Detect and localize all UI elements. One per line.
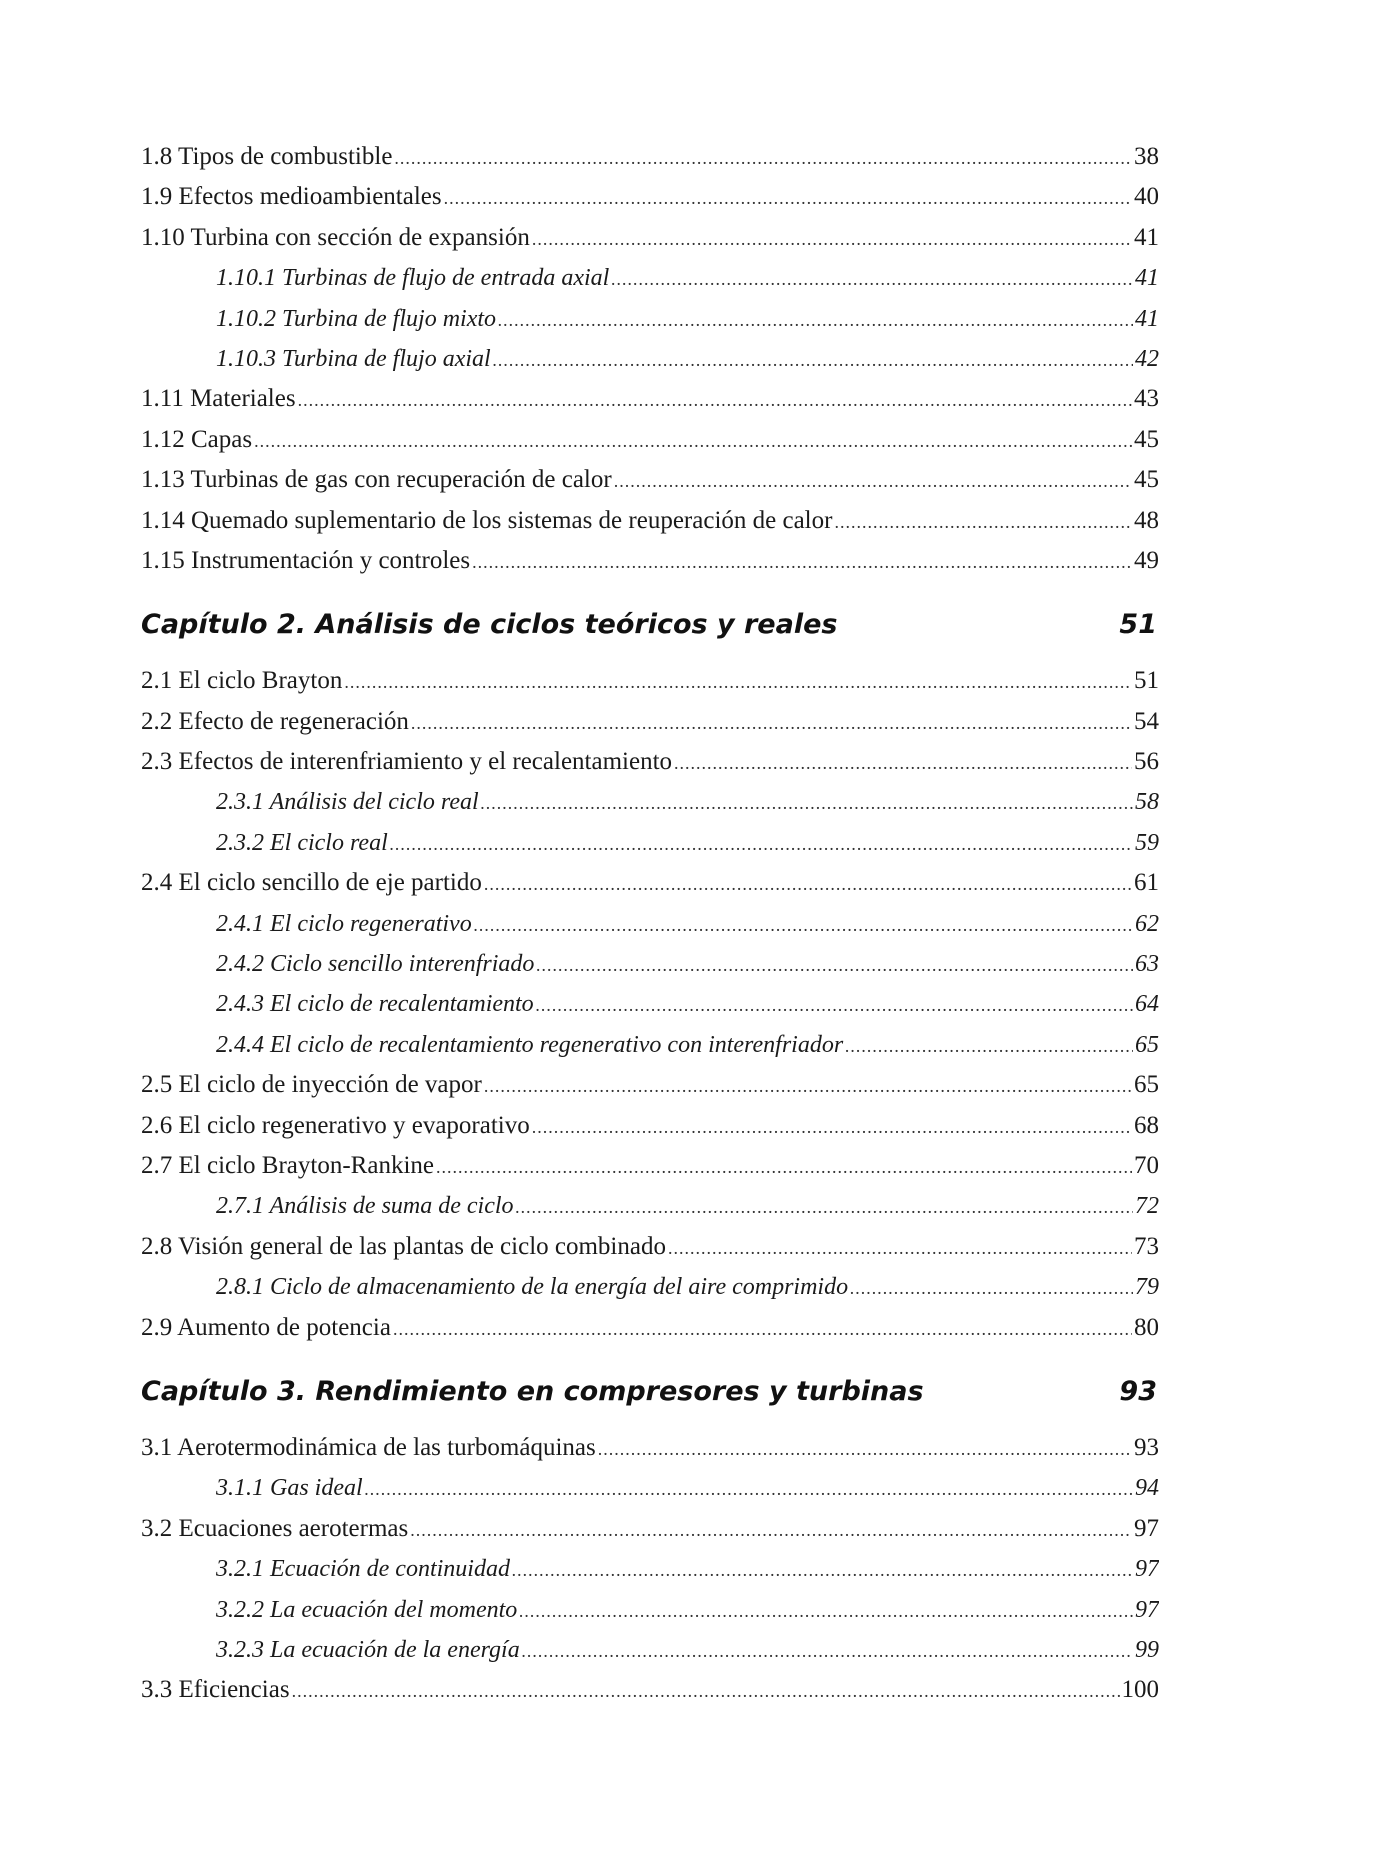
entry-page-number: 43 (1134, 385, 1159, 413)
entry-title: 3.1.1 Gas ideal (216, 1475, 363, 1502)
entry-page-number: 63 (1135, 951, 1159, 978)
entry-title: 1.12 Capas (141, 425, 253, 453)
toc-section-entry[interactable] (141, 702, 1159, 742)
dot-leader (436, 1147, 1132, 1186)
toc-section-entry[interactable] (141, 420, 1159, 460)
toc-section-entry[interactable] (141, 1065, 1159, 1105)
toc-section-entry[interactable] (141, 541, 1159, 581)
dot-leader (516, 1187, 1133, 1226)
dot-leader (532, 1107, 1132, 1146)
entry-title: 2.7.1 Análisis de suma de ciclo (216, 1193, 514, 1220)
entry-page-number: 93 (1134, 1433, 1159, 1461)
dot-leader (834, 502, 1132, 541)
dot-leader (298, 380, 1132, 419)
entry-page-number: 40 (1134, 183, 1159, 211)
entry-title: 2.5 El ciclo de inyección de vapor (141, 1071, 482, 1099)
entry-page-number: 41 (1135, 305, 1159, 332)
toc-section-entry[interactable] (141, 1227, 1159, 1267)
entry-page-number: 54 (1134, 707, 1159, 735)
dot-leader (410, 1510, 1132, 1549)
chapter-page-number: 93 (1119, 1375, 1157, 1407)
entry-title: 1.10.2 Turbina de flujo mixto (216, 305, 497, 332)
entry-page-number: 80 (1134, 1313, 1159, 1341)
dot-leader (532, 219, 1132, 258)
entry-page-number: 68 (1134, 1111, 1159, 1139)
entry-title: 2.4.4 El ciclo de recalentamiento regenerativo con interenfriador (216, 1031, 844, 1058)
dot-leader (536, 985, 1133, 1024)
entry-title: 2.3.2 El ciclo real (216, 829, 388, 856)
entry-title: 2.3.1 Análisis del ciclo real (216, 789, 479, 816)
entry-title: 1.10 Turbina con sección de expansión (141, 223, 530, 251)
entry-title: 1.11 Materiales (141, 385, 296, 413)
entry-page-number: 58 (1135, 789, 1159, 816)
dot-leader (254, 421, 1132, 460)
entry-page-number: 61 (1134, 869, 1159, 897)
toc-subsection-entry[interactable] (141, 904, 1159, 944)
toc-section-entry[interactable] (141, 1428, 1159, 1468)
entry-page-number: 73 (1134, 1232, 1159, 1260)
dot-leader (522, 1631, 1133, 1670)
dot-leader (481, 783, 1133, 822)
entry-title: 3.3 Eficiencias (141, 1676, 290, 1704)
dot-leader (474, 905, 1133, 944)
entry-title: 3.1 Aerotermodinámica de las turbomáquinas (141, 1433, 596, 1461)
entry-page-number: 70 (1134, 1151, 1159, 1179)
entry-page-number: 65 (1134, 1071, 1159, 1099)
toc-subsection-entry[interactable] (141, 1025, 1159, 1065)
entry-page-number: 41 (1135, 265, 1159, 292)
entry-page-number: 42 (1135, 345, 1159, 372)
toc-section-entry[interactable] (141, 1670, 1159, 1710)
entry-title: 3.2.2 La ecuación del momento (216, 1596, 518, 1623)
toc-section-entry[interactable] (141, 379, 1159, 419)
toc-section-entry[interactable] (141, 501, 1159, 541)
entry-page-number: 56 (1134, 748, 1159, 776)
toc-subsection-entry[interactable] (141, 984, 1159, 1024)
toc-section-entry[interactable] (141, 863, 1159, 903)
entry-page-number: 48 (1134, 506, 1159, 534)
toc-section-entry[interactable] (141, 1509, 1159, 1549)
entry-page-number: 97 (1135, 1556, 1159, 1583)
dot-leader (365, 1469, 1133, 1508)
entry-title: 1.10.1 Turbinas de flujo de entrada axial (216, 265, 610, 292)
entry-title: 1.14 Quemado suplementario de los sistemas de reuperación de calor (141, 506, 833, 534)
dot-leader (611, 259, 1133, 298)
dot-leader (472, 542, 1132, 581)
toc-subsection-entry[interactable] (141, 1630, 1159, 1670)
dot-leader (512, 1550, 1133, 1589)
toc-subsection-entry[interactable] (141, 1267, 1159, 1307)
toc-section-entry[interactable] (141, 661, 1159, 701)
toc-section-entry[interactable] (141, 460, 1159, 500)
entry-page-number: 49 (1134, 546, 1159, 574)
dot-leader (845, 1026, 1133, 1065)
table-of-contents (141, 137, 1159, 1711)
entry-title: 2.7 El ciclo Brayton-Rankine (141, 1151, 434, 1179)
toc-section-entry[interactable] (141, 177, 1159, 217)
dot-leader (519, 1591, 1133, 1630)
entry-page-number: 79 (1135, 1274, 1159, 1301)
entry-title: 1.15 Instrumentación y controles (141, 546, 471, 574)
toc-section-entry[interactable] (141, 218, 1159, 258)
entry-page-number: 97 (1135, 1596, 1159, 1623)
chapter-page-number: 51 (1119, 609, 1157, 641)
dot-leader (614, 461, 1132, 500)
toc-section-entry[interactable] (141, 1308, 1159, 1348)
toc-subsection-entry[interactable] (141, 1468, 1159, 1508)
dot-leader (444, 178, 1132, 217)
entry-page-number: 45 (1134, 425, 1159, 453)
entry-title: 1.10.3 Turbina de flujo axial (216, 345, 491, 372)
toc-subsection-entry[interactable] (141, 1549, 1159, 1589)
dot-leader (484, 864, 1132, 903)
entry-title: 2.4.2 Ciclo sencillo interenfriado (216, 951, 535, 978)
toc-section-entry[interactable] (141, 1106, 1159, 1146)
toc-section-entry[interactable] (141, 742, 1159, 782)
toc-subsection-entry[interactable] (141, 782, 1159, 822)
dot-leader (850, 1268, 1133, 1307)
entry-page-number: 94 (1135, 1475, 1159, 1502)
entry-title: 2.4.3 El ciclo de recalentamiento (216, 991, 534, 1018)
dot-leader (498, 300, 1133, 339)
entry-page-number: 72 (1135, 1193, 1159, 1220)
entry-page-number: 100 (1121, 1676, 1159, 1704)
chapter-heading[interactable] (141, 1368, 1159, 1416)
entry-title: 2.1 El ciclo Brayton (141, 667, 343, 695)
toc-section-entry[interactable] (141, 137, 1159, 177)
entry-page-number: 97 (1134, 1514, 1159, 1542)
entry-page-number: 62 (1135, 910, 1159, 937)
entry-page-number: 64 (1135, 991, 1159, 1018)
entry-title: 2.8.1 Ciclo de almacenamiento de la energía del aire comprimido (216, 1274, 849, 1301)
dot-leader (668, 1228, 1132, 1267)
dot-leader (394, 138, 1132, 177)
entry-title: 2.2 Efecto de regeneración (141, 707, 409, 735)
entry-title: 2.8 Visión general de las plantas de ciclo combinado (141, 1232, 666, 1260)
toc-subsection-entry[interactable] (141, 339, 1159, 379)
entry-page-number: 99 (1135, 1636, 1159, 1663)
entry-page-number: 51 (1134, 667, 1159, 695)
toc-subsection-entry[interactable] (141, 299, 1159, 339)
dot-leader (536, 945, 1133, 984)
dot-leader (484, 1066, 1132, 1105)
entry-page-number: 65 (1135, 1031, 1159, 1058)
entry-title: 1.8 Tipos de combustible (141, 143, 393, 170)
entry-page-number: 41 (1134, 223, 1159, 251)
toc-subsection-entry[interactable] (141, 258, 1159, 298)
toc-section-entry[interactable] (141, 1146, 1159, 1186)
chapter-heading[interactable] (141, 601, 1159, 649)
chapter-title: Capítulo 2. Análisis de ciclos teóricos y reales (141, 609, 838, 641)
entry-title: 3.2.1 Ecuación de continuidad (216, 1556, 510, 1583)
toc-subsection-entry[interactable] (141, 1590, 1159, 1630)
entry-title: 3.2 Ecuaciones aerotermas (141, 1514, 409, 1542)
entry-title: 2.6 El ciclo regenerativo y evaporativo (141, 1111, 530, 1139)
dot-leader (411, 703, 1132, 742)
entry-title: 1.9 Efectos medioambientales (141, 183, 442, 211)
entry-page-number: 45 (1134, 466, 1159, 494)
dot-leader (292, 1671, 1120, 1710)
entry-title: 2.9 Aumento de potencia (141, 1313, 391, 1341)
toc-subsection-entry[interactable] (141, 823, 1159, 863)
entry-title: 1.13 Turbinas de gas con recuperación de calor (141, 466, 612, 494)
entry-title: 2.4 El ciclo sencillo de eje partido (141, 869, 482, 897)
dot-leader (493, 340, 1133, 379)
chapter-title: Capítulo 3. Rendimiento en compresores y turbinas (141, 1375, 924, 1407)
toc-subsection-entry[interactable] (141, 944, 1159, 984)
dot-leader (344, 662, 1132, 701)
dot-leader (393, 1309, 1132, 1348)
dot-leader (390, 824, 1133, 863)
entry-title: 2.4.1 El ciclo regenerativo (216, 910, 472, 937)
dot-leader (598, 1429, 1132, 1468)
entry-page-number: 59 (1135, 829, 1159, 856)
entry-page-number: 38 (1134, 143, 1159, 170)
toc-subsection-entry[interactable] (141, 1186, 1159, 1226)
dot-leader (674, 743, 1132, 782)
entry-title: 3.2.3 La ecuación de la energía (216, 1636, 520, 1663)
entry-title: 2.3 Efectos de interenfriamiento y el recalentamiento (141, 748, 673, 776)
